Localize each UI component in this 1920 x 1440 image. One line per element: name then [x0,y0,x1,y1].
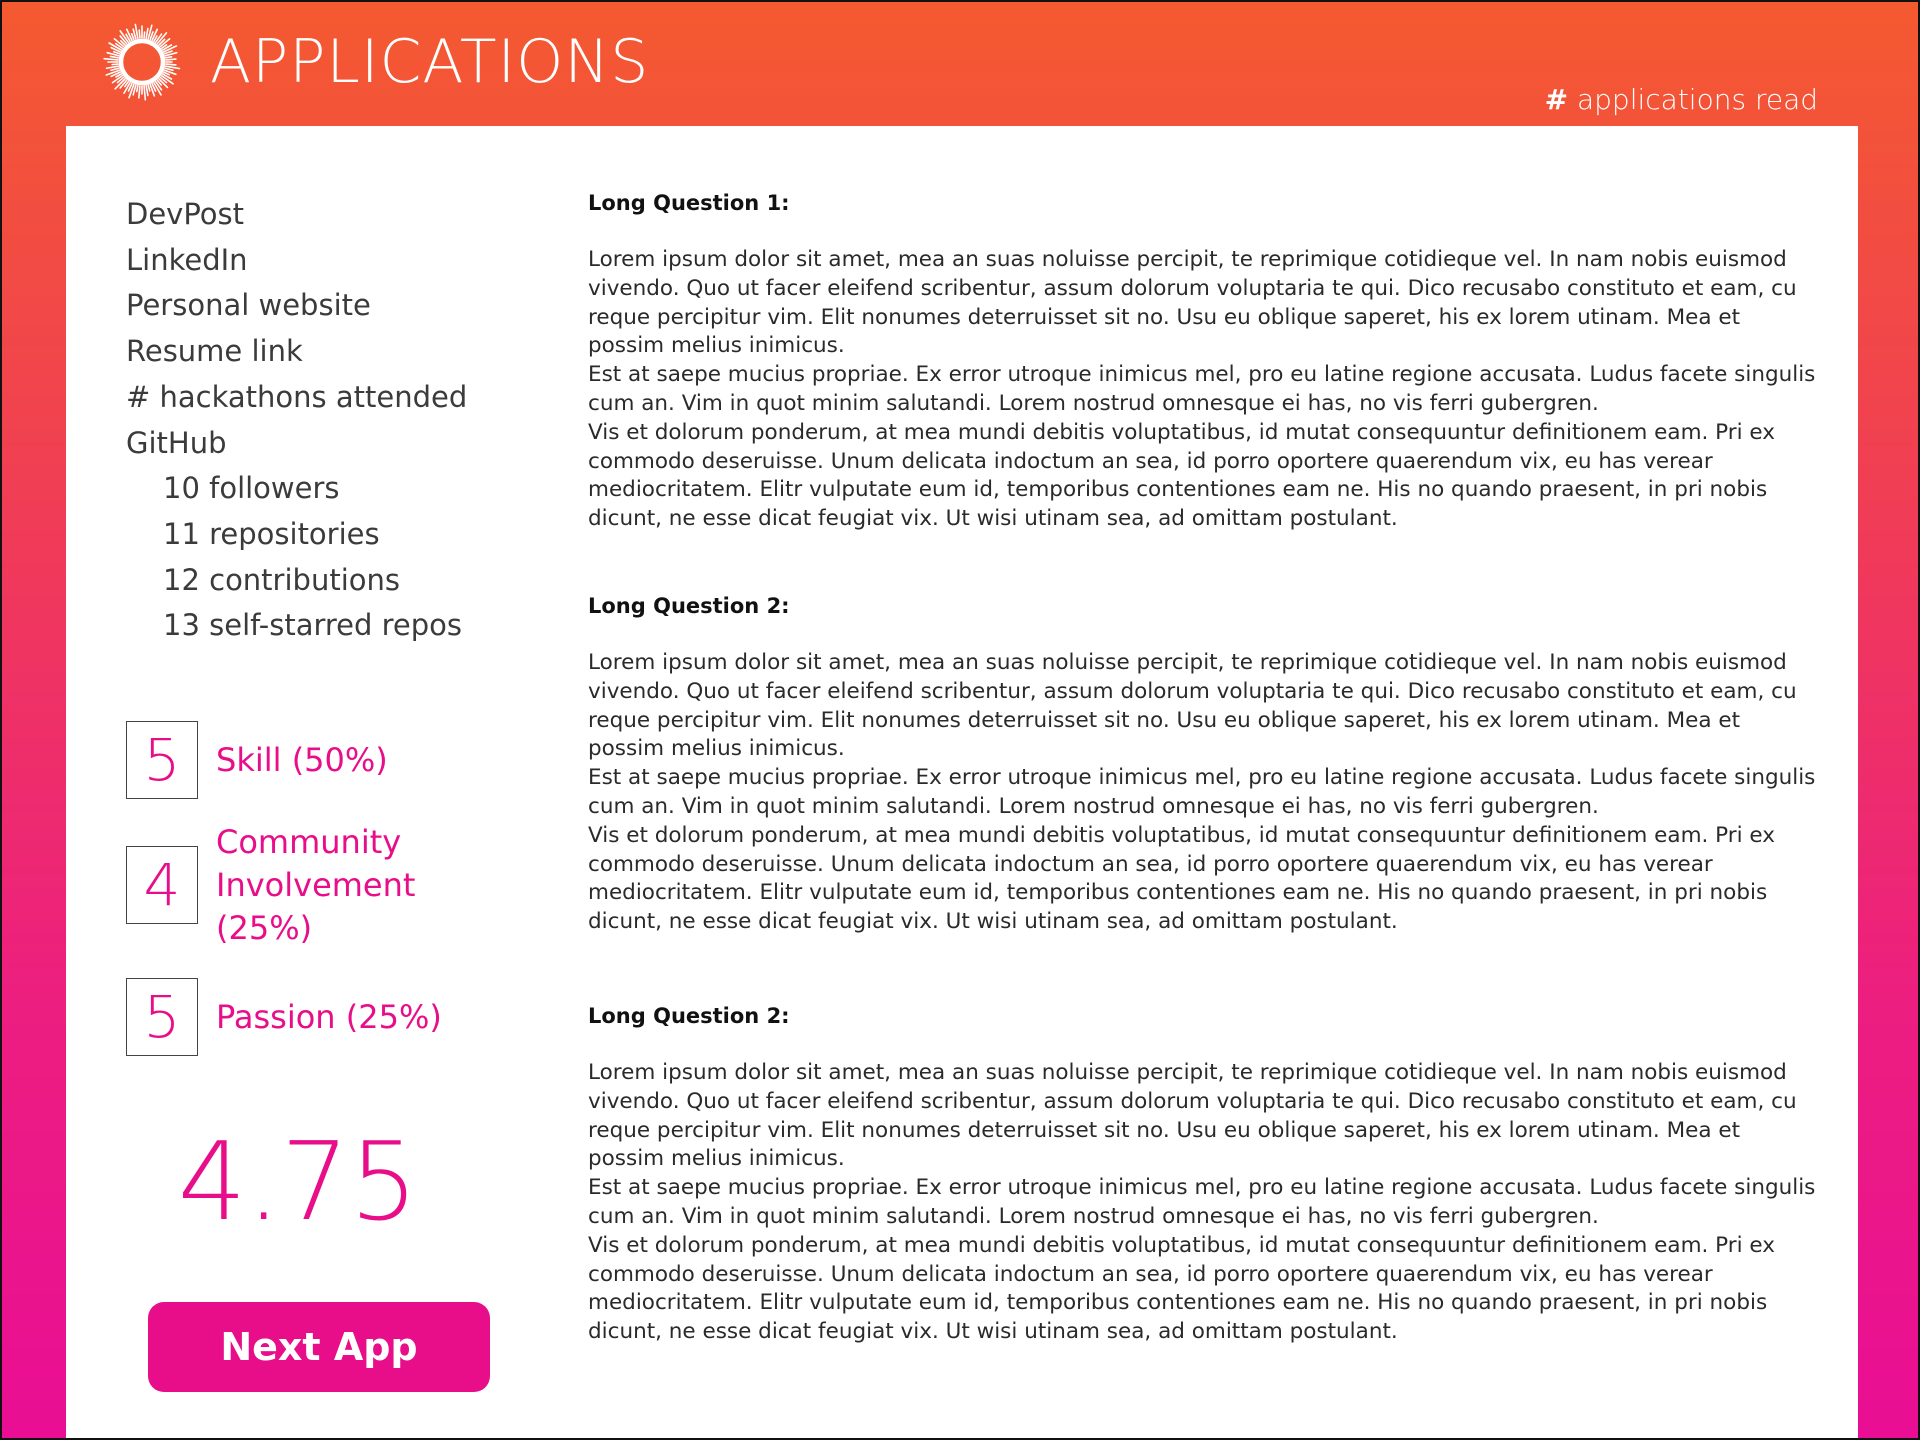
question-answer [588,1059,1818,1347]
counter-label: applications read [1577,83,1818,116]
question-heading: Long Question 2: [588,1004,790,1028]
skill-score-input[interactable]: 5 [126,721,198,799]
question-answer [588,246,1818,534]
personal-website-link[interactable]: Personal website [126,288,371,323]
applications-read-counter [1545,80,1818,120]
answer-paragraph: Vis et dolorum ponderum, at mea mundi debitis voluptatibus, id mutat consequuntur definitionem eam. Pri ex commodo deseruisse. Unum delicata indoctum an sea, id porro oportere quaerendum vix, eu has verear mediocritatem. Elitr vulputate eum id, temporibus contentiones eam ne. His no quando praesent, in pri nobis dicunt, ne esse dicat feugiat vix. Ut wisi utinam sea, ad omittam postulant. [588,1232,1775,1345]
passion-score-label: Passion (25%) [216,997,442,1036]
github-link[interactable]: GitHub [126,425,227,460]
community-score-label: Community Involvement (25%) [216,822,416,947]
score-row-skill [126,720,546,800]
question-block [588,188,1818,534]
score-row-community [126,820,546,950]
resume-link[interactable]: Resume link [126,334,303,369]
answer-paragraph: Est at saepe mucius propriae. Ex error utroque inimicus mel, pro eu latine regione accusata. Ludus facete singulis cum an. Vim in quot minim salutandi. Lorem nostrud omnesque ei has, no vis ferri gubergren. [588,362,1816,416]
score-row-passion [126,977,546,1057]
answer-paragraph: Vis et dolorum ponderum, at mea mundi debitis voluptatibus, id mutat consequuntur definitionem eam. Pri ex commodo deseruisse. Unum delicata indoctum an sea, id porro oportere quaerendum vix, eu has verear mediocritatem. Elitr vulputate eum id, temporibus contentiones eam ne. His no quando praesent, in pri nobis dicunt, ne esse dicat feugiat vix. Ut wisi utinam sea, ad omittam postulant. [588,822,1775,935]
devpost-link[interactable]: DevPost [126,197,245,231]
github-contributions: 12 contributions [163,562,400,597]
github-followers: 10 followers [163,471,340,506]
application-card [66,126,1858,1440]
answer-paragraph: Vis et dolorum ponderum, at mea mundi debitis voluptatibus, id mutat consequuntur definitionem eam. Pri ex commodo deseruisse. Unum delicata indoctum an sea, id porro oportere quaerendum vix, eu has verear mediocritatem. Elitr vulputate eum id, temporibus contentiones eam ne. His no quando praesent, in pri nobis dicunt, ne esse dicat feugiat vix. Ut wisi utinam sea, ad omittam postulant. [588,419,1775,532]
answer-paragraph: Est at saepe mucius propriae. Ex error utroque inimicus mel, pro eu latine regione accusata. Ludus facete singulis cum an. Vim in quot minim salutandi. Lorem nostrud omnesque ei has, no vis ferri gubergren. [588,765,1816,819]
question-heading: Long Question 1: [588,191,790,215]
applicant-profile [126,192,546,649]
app-title: APPLICATIONS [210,27,650,97]
question-block [588,591,1818,937]
hackathons-attended: # hackathons attended [126,379,468,414]
counter-hash: # [1544,83,1569,116]
linkedin-link[interactable]: LinkedIn [126,242,248,277]
question-answer [588,649,1818,937]
header [2,2,1918,126]
profile-links [126,192,546,649]
answer-paragraph: Est at saepe mucius propriae. Ex error utroque inimicus mel, pro eu latine regione accusata. Ludus facete singulis cum an. Vim in quot minim salutandi. Lorem nostrud omnesque ei has, no vis ferri gubergren. [588,1175,1816,1229]
answer-paragraph: Lorem ipsum dolor sit amet, mea an suas noluisse percipit, te reprimique cotidieque vel. In nam nobis euismod vivendo. Quo ut facer eleifend scribentur, assum dolorum voluptaria te qui. Dico recusabo constituto et eam, cu reque percipitur vim. Elit nonumes deterruisset sit no. Usu eu oblique saperet, his ex lorem utinam. Mea et possim melius inimicus. [588,1060,1797,1172]
passion-score-input[interactable]: 5 [126,978,198,1056]
github-self-starred-repos: 13 self-starred repos [163,608,463,643]
sunburst-logo-icon [102,22,182,102]
answer-paragraph: Lorem ipsum dolor sit amet, mea an suas noluisse percipit, te reprimique cotidieque vel. In nam nobis euismod vivendo. Quo ut facer eleifend scribentur, assum dolorum voluptaria te qui. Dico recusabo constituto et eam, cu reque percipitur vim. Elit nonumes deterruisset sit no. Usu eu oblique saperet, his ex lorem utinam. Mea et possim melius inimicus. [588,650,1797,762]
total-score: 4.75 [177,1120,419,1245]
answer-paragraph: Lorem ipsum dolor sit amet, mea an suas noluisse percipit, te reprimique cotidieque vel. In nam nobis euismod vivendo. Quo ut facer eleifend scribentur, assum dolorum voluptaria te qui. Dico recusabo constituto et eam, cu reque percipitur vim. Elit nonumes deterruisset sit no. Usu eu oblique saperet, his ex lorem utinam. Mea et possim melius inimicus. [588,247,1797,359]
question-heading: Long Question 2: [588,594,790,618]
question-block [588,1001,1818,1347]
skill-score-label: Skill (50%) [216,740,388,779]
next-app-button[interactable]: Next App [148,1302,490,1392]
community-score-input[interactable]: 4 [126,846,198,924]
github-repositories: 11 repositories [163,516,380,551]
